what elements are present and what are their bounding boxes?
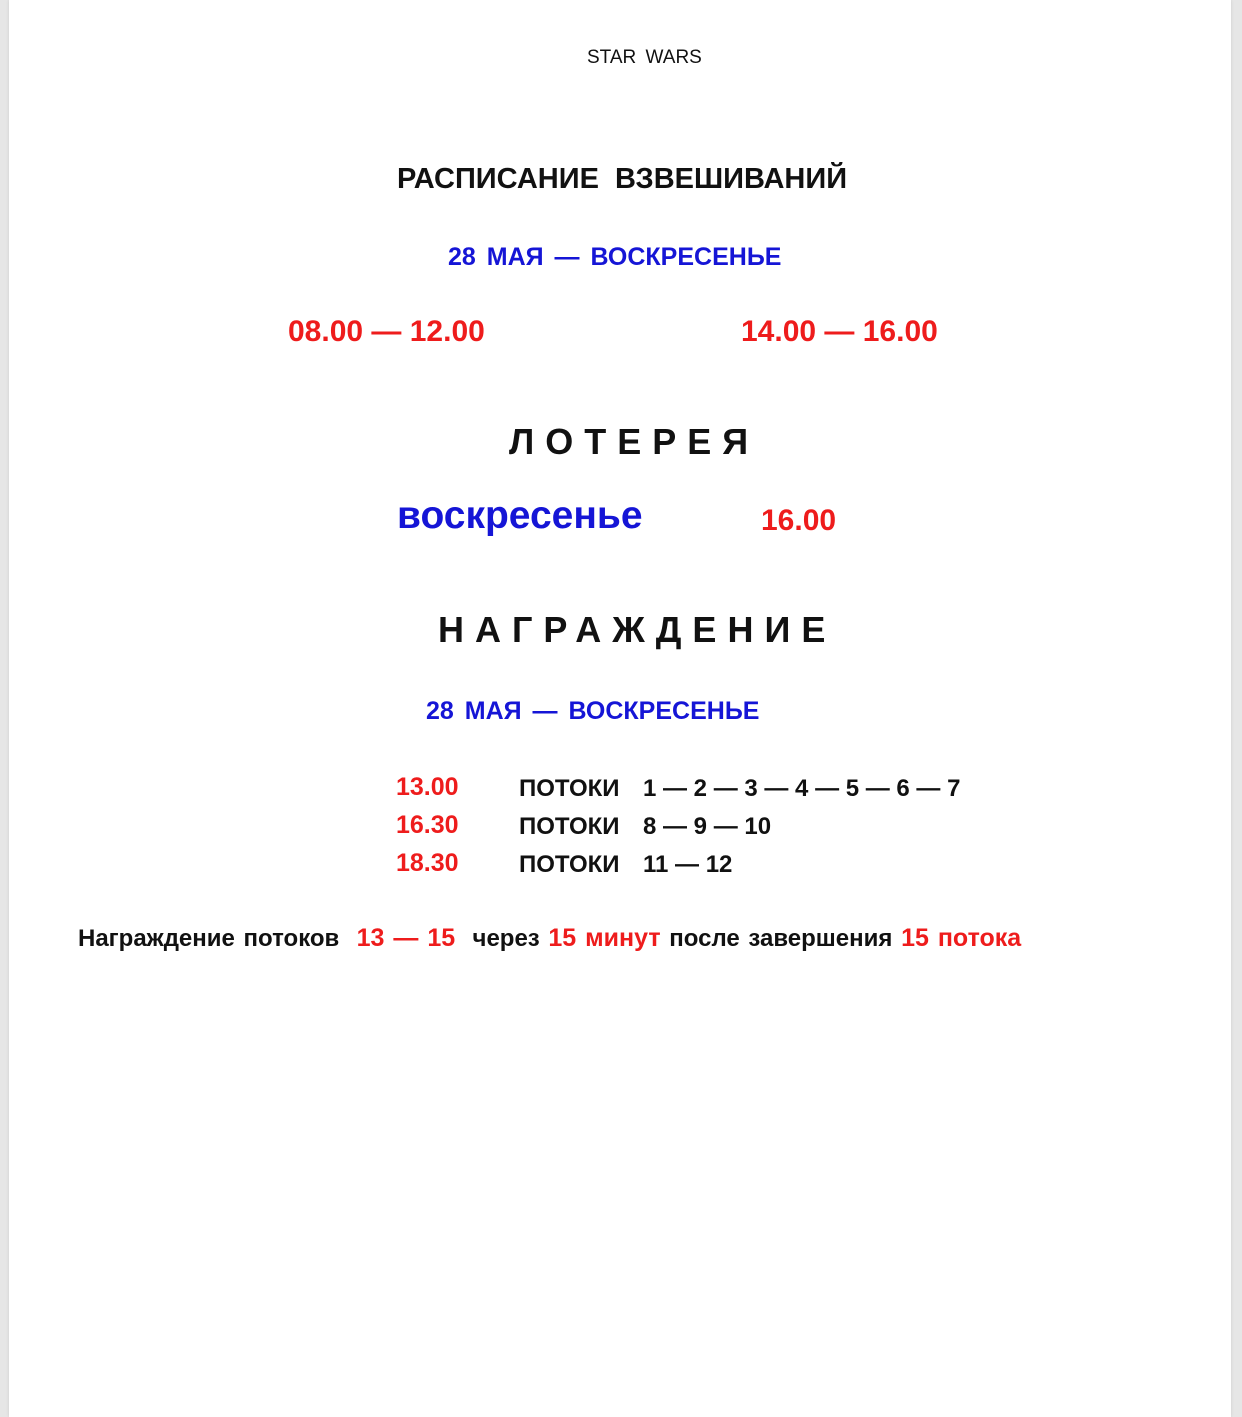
note-stream-range: 13 — 15 — [356, 924, 456, 952]
weigh-in-slot-morning: 08.00 — 12.00 — [288, 315, 485, 348]
note-delay: 15 минут — [548, 924, 661, 952]
award-row-label: ПОТОКИ — [519, 813, 620, 840]
lottery-title: ЛОТЕРЕЯ — [509, 421, 760, 462]
header-title: STAR WARS — [587, 47, 702, 68]
document-page — [9, 0, 1231, 1417]
weigh-in-slot-afternoon: 14.00 — 16.00 — [741, 315, 938, 348]
weigh-in-title: РАСПИСАНИЕ ВЗВЕШИВАНИЙ — [397, 163, 848, 195]
award-row-streams: 8 — 9 — 10 — [643, 813, 772, 840]
award-row-label: ПОТОКИ — [519, 775, 620, 802]
weigh-in-date: 28 МАЯ — ВОСКРЕСЕНЬЕ — [448, 243, 782, 271]
note-text-3: после завершения — [669, 925, 893, 952]
award-row-streams: 1 — 2 — 3 — 4 — 5 — 6 — 7 — [643, 775, 961, 802]
note-text-1: Награждение потоков — [78, 925, 340, 952]
lottery-day: воскресенье — [397, 494, 643, 537]
award-row-label: ПОТОКИ — [519, 851, 620, 878]
award-row-time: 13.00 — [396, 773, 459, 801]
award-row-streams: 11 — 12 — [643, 851, 733, 878]
awards-title: НАГРАЖДЕНИЕ — [438, 609, 837, 650]
awards-note — [78, 926, 1021, 951]
award-row-time: 18.30 — [396, 849, 459, 877]
award-row-time: 16.30 — [396, 811, 459, 839]
note-final-stream: 15 потока — [901, 924, 1022, 952]
lottery-time: 16.00 — [761, 504, 837, 537]
awards-date: 28 МАЯ — ВОСКРЕСЕНЬЕ — [426, 697, 760, 725]
note-text-2: через — [472, 925, 540, 952]
